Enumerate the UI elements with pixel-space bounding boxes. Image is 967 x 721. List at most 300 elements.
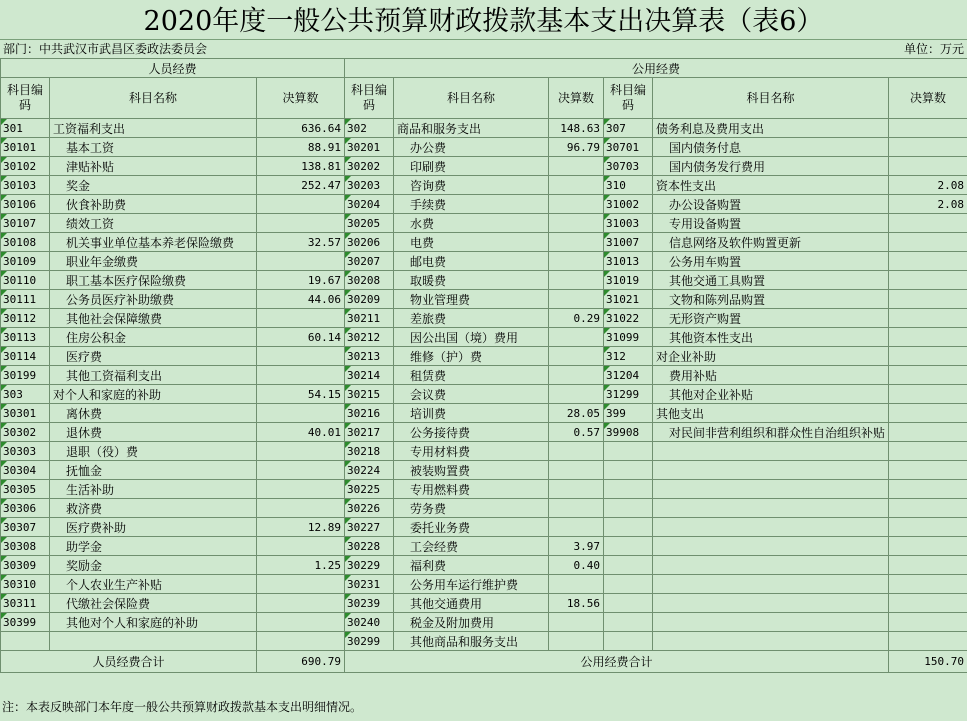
public-b-amount-cell — [889, 119, 967, 138]
table-row — [1, 480, 967, 499]
public-b-amount-cell — [889, 271, 967, 290]
public-b-name-cell: 办公设备购置 — [653, 195, 889, 214]
header-amount: 决算数 — [549, 78, 604, 119]
public-b-code-cell — [604, 632, 653, 651]
public-a-amount-cell — [549, 233, 604, 252]
public-a-code-cell: 30205 — [345, 214, 394, 233]
public-a-amount-cell — [549, 385, 604, 404]
personnel-amount-cell — [257, 309, 345, 328]
table-row — [1, 138, 967, 157]
personnel-name-cell: 职工基本医疗保险缴费 — [50, 271, 257, 290]
table-row — [1, 233, 967, 252]
personnel-amount-cell — [257, 404, 345, 423]
public-a-code-cell: 30208 — [345, 271, 394, 290]
personnel-amount-cell: 40.01 — [257, 423, 345, 442]
public-a-amount-cell — [549, 328, 604, 347]
public-a-amount-cell — [549, 480, 604, 499]
department-label: 部门：中共武汉市武昌区委政法委员会 — [3, 42, 208, 56]
personnel-amount-cell: 54.15 — [257, 385, 345, 404]
personnel-name-cell: 生活补助 — [50, 480, 257, 499]
public-b-name-cell: 其他交通工具购置 — [653, 271, 889, 290]
personnel-name-cell: 伙食补助费 — [50, 195, 257, 214]
personnel-name-cell: 其他社会保障缴费 — [50, 309, 257, 328]
public-a-code-cell: 30209 — [345, 290, 394, 309]
public-a-name-cell: 公务接待费 — [394, 423, 549, 442]
personnel-amount-cell — [257, 499, 345, 518]
public-a-name-cell: 咨询费 — [394, 176, 549, 195]
public-a-code-cell: 30217 — [345, 423, 394, 442]
public-a-code-cell: 30201 — [345, 138, 394, 157]
public-b-amount-cell — [889, 632, 967, 651]
personnel-code-cell: 30304 — [1, 461, 50, 480]
public-a-amount-cell — [549, 271, 604, 290]
personnel-code-cell: 30106 — [1, 195, 50, 214]
public-a-code-cell: 30239 — [345, 594, 394, 613]
personnel-amount-cell: 88.91 — [257, 138, 345, 157]
public-b-code-cell: 31099 — [604, 328, 653, 347]
personnel-amount-cell: 636.64 — [257, 119, 345, 138]
header-name: 科目名称 — [50, 78, 257, 119]
table-row — [1, 195, 967, 214]
public-b-name-cell: 文物和陈列品购置 — [653, 290, 889, 309]
personnel-name-cell: 职业年金缴费 — [50, 252, 257, 271]
personnel-name-cell: 公务员医疗补助缴费 — [50, 290, 257, 309]
public-a-name-cell: 其他交通费用 — [394, 594, 549, 613]
table-row — [1, 385, 967, 404]
public-a-code-cell: 30206 — [345, 233, 394, 252]
personnel-code-cell: 30303 — [1, 442, 50, 461]
report-title: 2020年度一般公共预算财政拨款基本支出决算表（表6） — [0, 0, 967, 40]
personnel-amount-cell — [257, 537, 345, 556]
public-a-amount-cell — [549, 176, 604, 195]
public-b-amount-cell — [889, 423, 967, 442]
public-b-code-cell: 312 — [604, 347, 653, 366]
personnel-name-cell: 住房公积金 — [50, 328, 257, 347]
public-a-code-cell: 30240 — [345, 613, 394, 632]
public-a-name-cell: 培训费 — [394, 404, 549, 423]
public-a-amount-cell: 18.56 — [549, 594, 604, 613]
public-b-amount-cell — [889, 594, 967, 613]
personnel-name-cell: 个人农业生产补贴 — [50, 575, 257, 594]
personnel-name-cell: 代缴社会保险费 — [50, 594, 257, 613]
public-a-name-cell: 电费 — [394, 233, 549, 252]
public-b-amount-cell — [889, 233, 967, 252]
personnel-code-cell: 30101 — [1, 138, 50, 157]
header-code: 科目编码 — [345, 78, 394, 119]
personnel-amount-cell: 19.67 — [257, 271, 345, 290]
personnel-name-cell: 医疗费 — [50, 347, 257, 366]
personnel-code-cell: 30310 — [1, 575, 50, 594]
public-a-code-cell: 30229 — [345, 556, 394, 575]
table-row — [1, 518, 967, 537]
public-b-code-cell: 31299 — [604, 385, 653, 404]
unit-label: 单位：万元 — [903, 42, 964, 56]
personnel-code-cell: 30307 — [1, 518, 50, 537]
public-a-name-cell: 会议费 — [394, 385, 549, 404]
personnel-amount-cell: 1.25 — [257, 556, 345, 575]
personnel-name-cell: 津贴补贴 — [50, 157, 257, 176]
public-a-code-cell: 30226 — [345, 499, 394, 518]
public-b-amount-cell — [889, 138, 967, 157]
public-b-name-cell — [653, 632, 889, 651]
personnel-amount-cell — [257, 252, 345, 271]
public-b-amount-cell — [889, 385, 967, 404]
table-row — [1, 119, 967, 138]
public-a-name-cell: 差旅费 — [394, 309, 549, 328]
public-a-amount-cell — [549, 461, 604, 480]
personnel-code-cell: 30302 — [1, 423, 50, 442]
public-a-code-cell: 30227 — [345, 518, 394, 537]
public-a-code-cell: 30228 — [345, 537, 394, 556]
public-b-code-cell — [604, 556, 653, 575]
personnel-amount-cell — [257, 632, 345, 651]
public-a-name-cell: 水费 — [394, 214, 549, 233]
personnel-name-cell: 其他对个人和家庭的补助 — [50, 613, 257, 632]
personnel-code-cell: 30110 — [1, 271, 50, 290]
public-b-amount-cell — [889, 366, 967, 385]
personnel-amount-cell — [257, 442, 345, 461]
personnel-code-cell: 303 — [1, 385, 50, 404]
public-b-code-cell — [604, 575, 653, 594]
personnel-amount-cell: 44.06 — [257, 290, 345, 309]
public-b-amount-cell — [889, 404, 967, 423]
public-a-code-cell: 30202 — [345, 157, 394, 176]
public-a-code-cell: 30212 — [345, 328, 394, 347]
public-b-code-cell — [604, 518, 653, 537]
public-b-code-cell — [604, 537, 653, 556]
public-b-amount-cell — [889, 442, 967, 461]
public-a-code-cell: 30204 — [345, 195, 394, 214]
personnel-amount-cell: 252.47 — [257, 176, 345, 195]
public-b-code-cell: 31019 — [604, 271, 653, 290]
personnel-amount-cell — [257, 575, 345, 594]
personnel-code-cell: 301 — [1, 119, 50, 138]
personnel-code-cell: 30308 — [1, 537, 50, 556]
public-a-code-cell: 30211 — [345, 309, 394, 328]
header-name: 科目名称 — [394, 78, 549, 119]
personnel-name-cell: 助学金 — [50, 537, 257, 556]
public-b-code-cell — [604, 442, 653, 461]
personnel-amount-cell — [257, 613, 345, 632]
public-b-code-cell: 31003 — [604, 214, 653, 233]
public-b-amount-cell: 2.08 — [889, 176, 967, 195]
public-a-code-cell: 30203 — [345, 176, 394, 195]
table-row — [1, 632, 967, 651]
personnel-code-cell: 30113 — [1, 328, 50, 347]
public-b-amount-cell — [889, 290, 967, 309]
section-public: 公用经费 — [345, 59, 967, 78]
public-b-name-cell: 费用补贴 — [653, 366, 889, 385]
public-b-name-cell — [653, 442, 889, 461]
public-b-name-cell: 其他对企业补贴 — [653, 385, 889, 404]
public-a-amount-cell: 28.05 — [549, 404, 604, 423]
public-a-amount-cell — [549, 632, 604, 651]
table-row — [1, 271, 967, 290]
public-b-amount-cell — [889, 613, 967, 632]
public-b-name-cell — [653, 461, 889, 480]
public-b-code-cell — [604, 613, 653, 632]
personnel-name-cell: 基本工资 — [50, 138, 257, 157]
personnel-code-cell: 30301 — [1, 404, 50, 423]
public-b-name-cell: 其他支出 — [653, 404, 889, 423]
public-a-amount-cell — [549, 442, 604, 461]
table-row — [1, 252, 967, 271]
public-a-code-cell: 30215 — [345, 385, 394, 404]
personnel-amount-cell — [257, 195, 345, 214]
table-row — [1, 328, 967, 347]
public-a-name-cell: 租赁费 — [394, 366, 549, 385]
public-b-amount-cell — [889, 556, 967, 575]
public-a-amount-cell: 96.79 — [549, 138, 604, 157]
public-b-code-cell: 399 — [604, 404, 653, 423]
personnel-code-cell: 30399 — [1, 613, 50, 632]
public-a-amount-cell — [549, 157, 604, 176]
public-a-name-cell: 税金及附加费用 — [394, 613, 549, 632]
public-b-code-cell — [604, 480, 653, 499]
public-b-amount-cell — [889, 575, 967, 594]
public-a-code-cell: 30207 — [345, 252, 394, 271]
table-row — [1, 575, 967, 594]
personnel-name-cell: 奖金 — [50, 176, 257, 195]
public-a-amount-cell — [549, 252, 604, 271]
personnel-amount-cell — [257, 214, 345, 233]
public-a-code-cell: 30218 — [345, 442, 394, 461]
table-row — [1, 461, 967, 480]
public-b-code-cell: 31007 — [604, 233, 653, 252]
public-b-name-cell: 公务用车购置 — [653, 252, 889, 271]
table-row — [1, 347, 967, 366]
public-b-name-cell — [653, 613, 889, 632]
public-b-amount-cell — [889, 252, 967, 271]
public-b-amount-cell — [889, 499, 967, 518]
table-row — [1, 157, 967, 176]
public-b-code-cell: 31204 — [604, 366, 653, 385]
public-a-amount-cell: 3.97 — [549, 537, 604, 556]
public-a-name-cell: 委托业务费 — [394, 518, 549, 537]
public-b-name-cell — [653, 575, 889, 594]
public-b-amount-cell — [889, 461, 967, 480]
public-b-amount-cell: 2.08 — [889, 195, 967, 214]
public-b-name-cell: 无形资产购置 — [653, 309, 889, 328]
personnel-amount-cell: 138.81 — [257, 157, 345, 176]
public-b-amount-cell — [889, 309, 967, 328]
personnel-code-cell: 30306 — [1, 499, 50, 518]
personnel-code-cell: 30311 — [1, 594, 50, 613]
public-b-code-cell: 310 — [604, 176, 653, 195]
public-b-name-cell — [653, 556, 889, 575]
public-b-code-cell — [604, 499, 653, 518]
public-b-name-cell — [653, 537, 889, 556]
personnel-name-cell: 离休费 — [50, 404, 257, 423]
public-b-name-cell: 信息网络及软件购置更新 — [653, 233, 889, 252]
public-b-amount-cell — [889, 214, 967, 233]
public-a-name-cell: 邮电费 — [394, 252, 549, 271]
personnel-code-cell: 30114 — [1, 347, 50, 366]
personnel-code-cell: 30109 — [1, 252, 50, 271]
public-a-name-cell: 办公费 — [394, 138, 549, 157]
personnel-code-cell: 30102 — [1, 157, 50, 176]
public-a-code-cell: 30225 — [345, 480, 394, 499]
public-b-name-cell: 国内债务付息 — [653, 138, 889, 157]
public-b-amount-cell — [889, 537, 967, 556]
public-b-name-cell: 专用设备购置 — [653, 214, 889, 233]
public-a-amount-cell — [549, 613, 604, 632]
public-a-name-cell: 其他商品和服务支出 — [394, 632, 549, 651]
public-a-amount-cell — [549, 518, 604, 537]
public-a-name-cell: 维修（护）费 — [394, 347, 549, 366]
table-row — [1, 556, 967, 575]
personnel-total-label: 人员经费合计 — [1, 651, 257, 673]
header-amount: 决算数 — [257, 78, 345, 119]
public-b-code-cell: 30701 — [604, 138, 653, 157]
public-a-amount-cell: 0.29 — [549, 309, 604, 328]
personnel-code-cell: 30103 — [1, 176, 50, 195]
public-b-code-cell: 31022 — [604, 309, 653, 328]
table-row — [1, 309, 967, 328]
expenditure-table — [0, 58, 967, 673]
personnel-amount-cell — [257, 594, 345, 613]
public-a-name-cell: 物业管理费 — [394, 290, 549, 309]
section-personnel: 人员经费 — [1, 59, 345, 78]
personnel-name-cell — [50, 632, 257, 651]
public-b-code-cell: 31013 — [604, 252, 653, 271]
public-a-name-cell: 取暖费 — [394, 271, 549, 290]
personnel-name-cell: 其他工资福利支出 — [50, 366, 257, 385]
public-b-code-cell: 31021 — [604, 290, 653, 309]
public-b-code-cell — [604, 461, 653, 480]
table-row — [1, 594, 967, 613]
public-b-name-cell: 资本性支出 — [653, 176, 889, 195]
public-a-name-cell: 专用燃料费 — [394, 480, 549, 499]
table-row — [1, 442, 967, 461]
table-row — [1, 404, 967, 423]
public-a-amount-cell — [549, 575, 604, 594]
public-a-name-cell: 专用材料费 — [394, 442, 549, 461]
public-total-label: 公用经费合计 — [345, 651, 889, 673]
personnel-code-cell: 30108 — [1, 233, 50, 252]
public-a-name-cell: 被装购置费 — [394, 461, 549, 480]
public-b-code-cell — [604, 594, 653, 613]
public-a-amount-cell: 0.57 — [549, 423, 604, 442]
public-total-value: 150.70 — [889, 651, 967, 673]
public-a-name-cell: 工会经费 — [394, 537, 549, 556]
public-b-code-cell: 307 — [604, 119, 653, 138]
personnel-amount-cell — [257, 480, 345, 499]
table-row — [1, 214, 967, 233]
table-row — [1, 613, 967, 632]
personnel-total-value: 690.79 — [257, 651, 345, 673]
public-a-code-cell: 30231 — [345, 575, 394, 594]
personnel-name-cell: 奖励金 — [50, 556, 257, 575]
personnel-name-cell: 绩效工资 — [50, 214, 257, 233]
public-b-amount-cell — [889, 480, 967, 499]
public-b-name-cell: 国内债务发行费用 — [653, 157, 889, 176]
header-name: 科目名称 — [653, 78, 889, 119]
public-b-name-cell — [653, 518, 889, 537]
header-code: 科目编码 — [604, 78, 653, 119]
public-a-amount-cell: 148.63 — [549, 119, 604, 138]
public-a-name-cell: 因公出国（境）费用 — [394, 328, 549, 347]
personnel-name-cell: 抚恤金 — [50, 461, 257, 480]
personnel-code-cell: 30111 — [1, 290, 50, 309]
footnote: 注：本表反映部门本年度一般公共预算财政拨款基本支出明细情况。 — [2, 700, 363, 714]
public-a-code-cell: 30213 — [345, 347, 394, 366]
public-b-amount-cell — [889, 347, 967, 366]
public-a-amount-cell — [549, 366, 604, 385]
personnel-name-cell: 对个人和家庭的补助 — [50, 385, 257, 404]
header-amount: 决算数 — [889, 78, 967, 119]
personnel-code-cell: 30199 — [1, 366, 50, 385]
public-a-code-cell: 30299 — [345, 632, 394, 651]
personnel-name-cell: 退职（役）费 — [50, 442, 257, 461]
table-row — [1, 499, 967, 518]
public-a-name-cell: 公务用车运行维护费 — [394, 575, 549, 594]
personnel-name-cell: 机关事业单位基本养老保险缴费 — [50, 233, 257, 252]
personnel-amount-cell — [257, 366, 345, 385]
public-b-code-cell: 30703 — [604, 157, 653, 176]
public-a-code-cell: 302 — [345, 119, 394, 138]
public-b-amount-cell — [889, 157, 967, 176]
personnel-name-cell: 工资福利支出 — [50, 119, 257, 138]
public-a-name-cell: 手续费 — [394, 195, 549, 214]
public-b-amount-cell — [889, 328, 967, 347]
public-b-name-cell — [653, 480, 889, 499]
public-b-name-cell: 对企业补助 — [653, 347, 889, 366]
public-b-name-cell — [653, 499, 889, 518]
public-b-code-cell: 39908 — [604, 423, 653, 442]
personnel-code-cell: 30309 — [1, 556, 50, 575]
public-b-code-cell: 31002 — [604, 195, 653, 214]
table-body — [1, 119, 967, 651]
personnel-name-cell: 退休费 — [50, 423, 257, 442]
public-b-amount-cell — [889, 518, 967, 537]
personnel-code-cell — [1, 632, 50, 651]
public-a-name-cell: 商品和服务支出 — [394, 119, 549, 138]
public-a-code-cell: 30224 — [345, 461, 394, 480]
personnel-code-cell: 30305 — [1, 480, 50, 499]
personnel-amount-cell: 60.14 — [257, 328, 345, 347]
public-b-name-cell: 其他资本性支出 — [653, 328, 889, 347]
public-a-amount-cell — [549, 499, 604, 518]
personnel-amount-cell: 32.57 — [257, 233, 345, 252]
table-row — [1, 423, 967, 442]
personnel-name-cell: 医疗费补助 — [50, 518, 257, 537]
public-b-name-cell — [653, 594, 889, 613]
public-a-name-cell: 劳务费 — [394, 499, 549, 518]
header-code: 科目编码 — [1, 78, 50, 119]
table-row — [1, 290, 967, 309]
public-a-amount-cell: 0.40 — [549, 556, 604, 575]
public-b-name-cell: 债务利息及费用支出 — [653, 119, 889, 138]
personnel-amount-cell: 12.89 — [257, 518, 345, 537]
public-a-amount-cell — [549, 290, 604, 309]
totals-row — [1, 651, 967, 673]
personnel-amount-cell — [257, 461, 345, 480]
personnel-code-cell: 30112 — [1, 309, 50, 328]
public-a-name-cell: 印刷费 — [394, 157, 549, 176]
table-row — [1, 176, 967, 195]
public-b-name-cell: 对民间非营利组织和群众性自治组织补贴 — [653, 423, 889, 442]
public-a-code-cell: 30214 — [345, 366, 394, 385]
table-row — [1, 537, 967, 556]
personnel-code-cell: 30107 — [1, 214, 50, 233]
table-row — [1, 366, 967, 385]
public-a-amount-cell — [549, 347, 604, 366]
personnel-name-cell: 救济费 — [50, 499, 257, 518]
public-a-amount-cell — [549, 195, 604, 214]
personnel-amount-cell — [257, 347, 345, 366]
public-a-amount-cell — [549, 214, 604, 233]
